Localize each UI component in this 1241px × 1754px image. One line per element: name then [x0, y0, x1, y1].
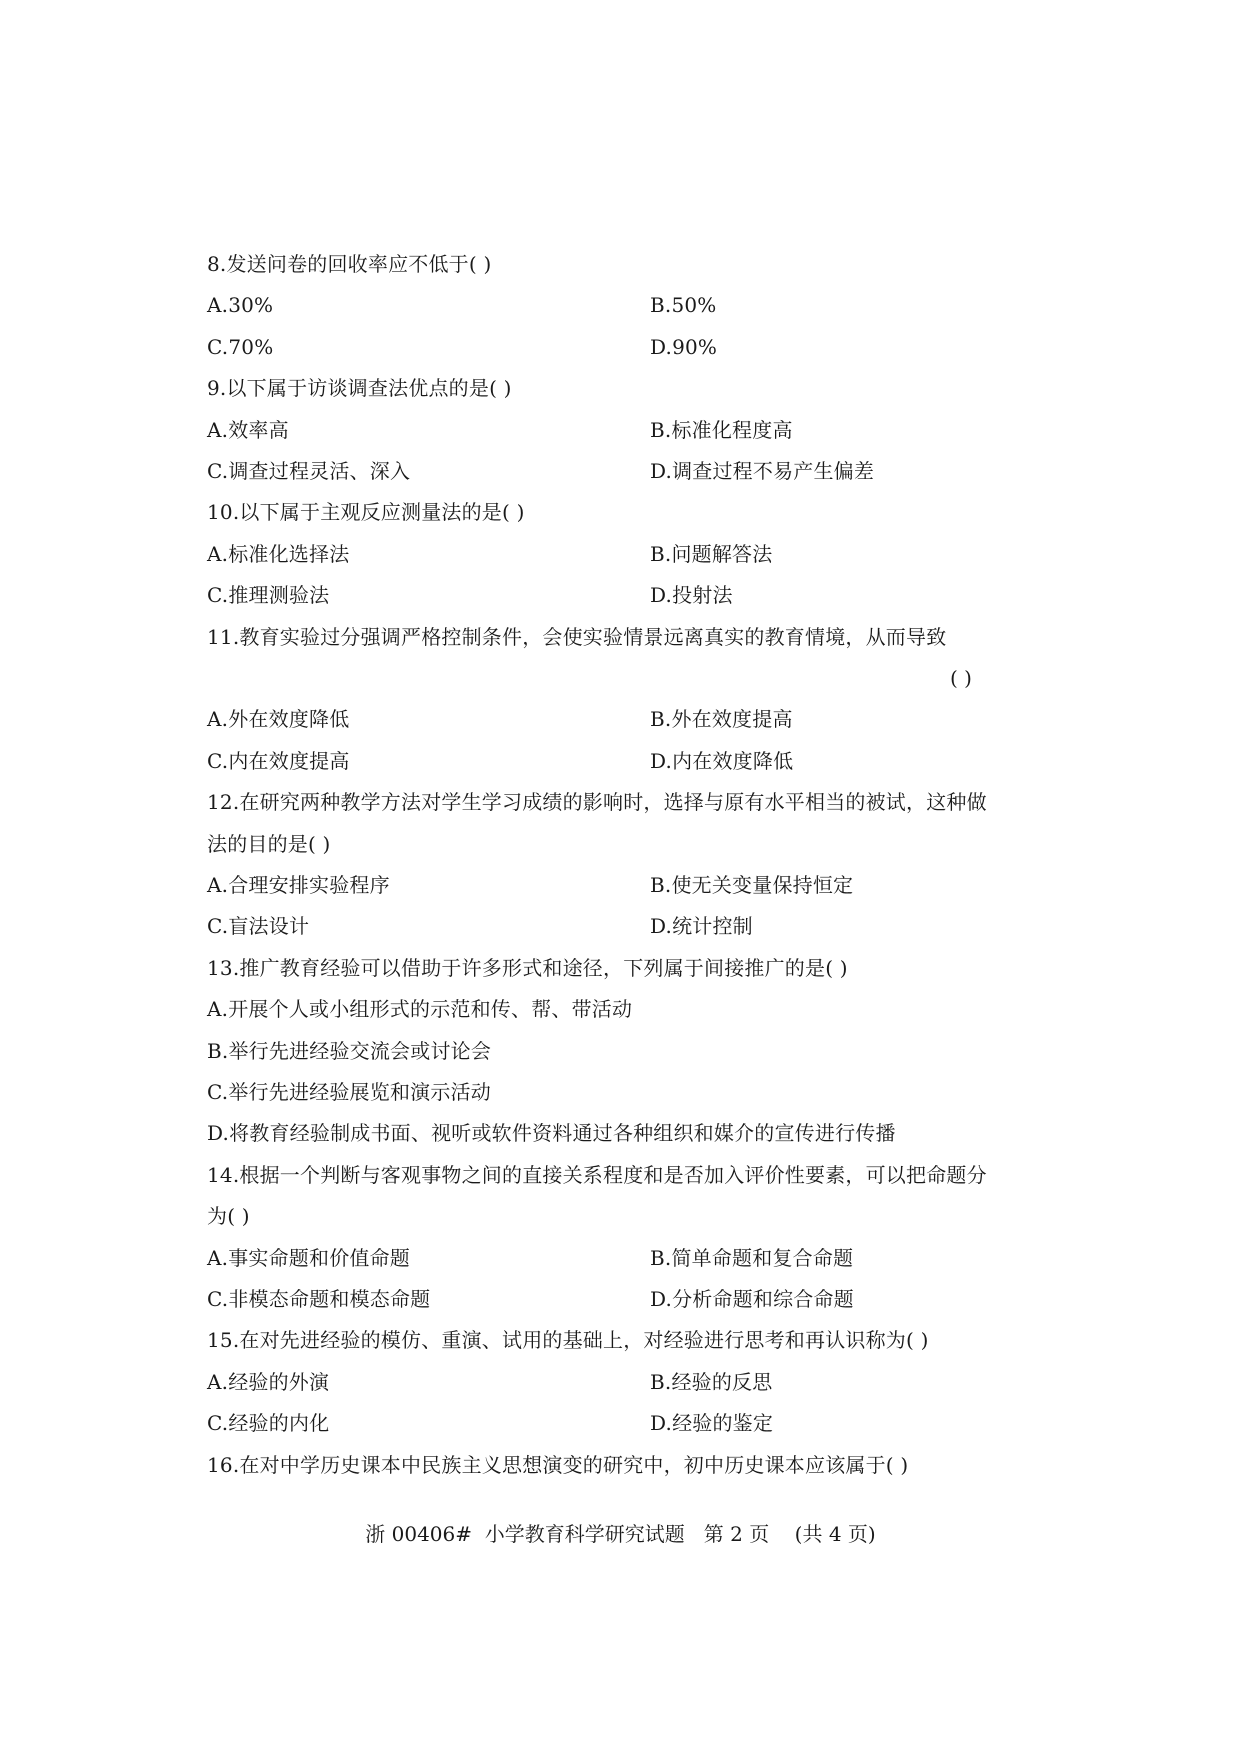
- question-stem: 法的目的是( ): [207, 832, 331, 856]
- option-right: D.投射法: [650, 583, 733, 607]
- option-left: A.合理安排实验程序: [207, 873, 390, 897]
- option-left: A.30%: [207, 293, 274, 317]
- answer-paren: ( ): [950, 666, 972, 690]
- question-stem: 9.以下属于访谈调查法优点的是( ): [207, 376, 512, 400]
- question-stem: 15.在对先进经验的模仿、重演、试用的基础上，对经验进行思考和再认识称为( ): [207, 1328, 929, 1352]
- question-stem: 14.根据一个判断与客观事物之间的直接关系程度和是否加入评价性要素，可以把命题分: [207, 1163, 987, 1187]
- option-right: B.50%: [650, 293, 717, 317]
- option-right: D.分析命题和综合命题: [650, 1287, 854, 1311]
- option-left: A.标准化选择法: [207, 542, 350, 566]
- option-left: C.70%: [207, 335, 274, 359]
- option-right: B.外在效度提高: [650, 707, 793, 731]
- option-right: D.调查过程不易产生偏差: [650, 459, 875, 483]
- question-stem: 为( ): [207, 1204, 250, 1228]
- option: D.将教育经验制成书面、视听或软件资料通过各种组织和媒介的宣传进行传播: [207, 1121, 896, 1145]
- option-right: B.问题解答法: [650, 542, 773, 566]
- question-stem: 11.教育实验过分强调严格控制条件，会使实验情景远离真实的教育情境，从而导致: [207, 625, 947, 649]
- option-right: D.90%: [650, 335, 718, 359]
- page-footer: 浙 00406# 小学教育科学研究试题 第 2 页 (共 4 页): [365, 1522, 876, 1546]
- option-left: C.盲法设计: [207, 914, 310, 938]
- question-stem: 13.推广教育经验可以借助于许多形式和途径，下列属于间接推广的是( ): [207, 956, 848, 980]
- option-left: C.推理测验法: [207, 583, 330, 607]
- question-stem: 12.在研究两种教学方法对学生学习成绩的影响时，选择与原有水平相当的被试，这种做: [207, 790, 987, 814]
- option-left: A.经验的外演: [207, 1370, 330, 1394]
- question-stem: 8.发送问卷的回收率应不低于( ): [207, 252, 492, 276]
- option-left: A.事实命题和价值命题: [207, 1246, 411, 1270]
- option-left: A.外在效度降低: [207, 707, 350, 731]
- option-left: C.内在效度提高: [207, 749, 350, 773]
- option-right: D.统计控制: [650, 914, 753, 938]
- option-right: B.标准化程度高: [650, 418, 793, 442]
- option-left: C.调查过程灵活、深入: [207, 459, 411, 483]
- question-stem: 10.以下属于主观反应测量法的是( ): [207, 500, 525, 524]
- option-right: B.经验的反思: [650, 1370, 773, 1394]
- option: B.举行先进经验交流会或讨论会: [207, 1039, 492, 1063]
- option-left: C.非模态命题和模态命题: [207, 1287, 431, 1311]
- option: C.举行先进经验展览和演示活动: [207, 1080, 491, 1104]
- option-right: B.简单命题和复合命题: [650, 1246, 854, 1270]
- option: A.开展个人或小组形式的示范和传、帮、带活动: [207, 997, 633, 1021]
- option-left: C.经验的内化: [207, 1411, 330, 1435]
- option-left: A.效率高: [207, 418, 289, 442]
- question-stem: 16.在对中学历史课本中民族主义思想演变的研究中，初中历史课本应该属于( ): [207, 1453, 909, 1477]
- option-right: B.使无关变量保持恒定: [650, 873, 854, 897]
- option-right: D.内在效度降低: [650, 749, 794, 773]
- option-right: D.经验的鉴定: [650, 1411, 774, 1435]
